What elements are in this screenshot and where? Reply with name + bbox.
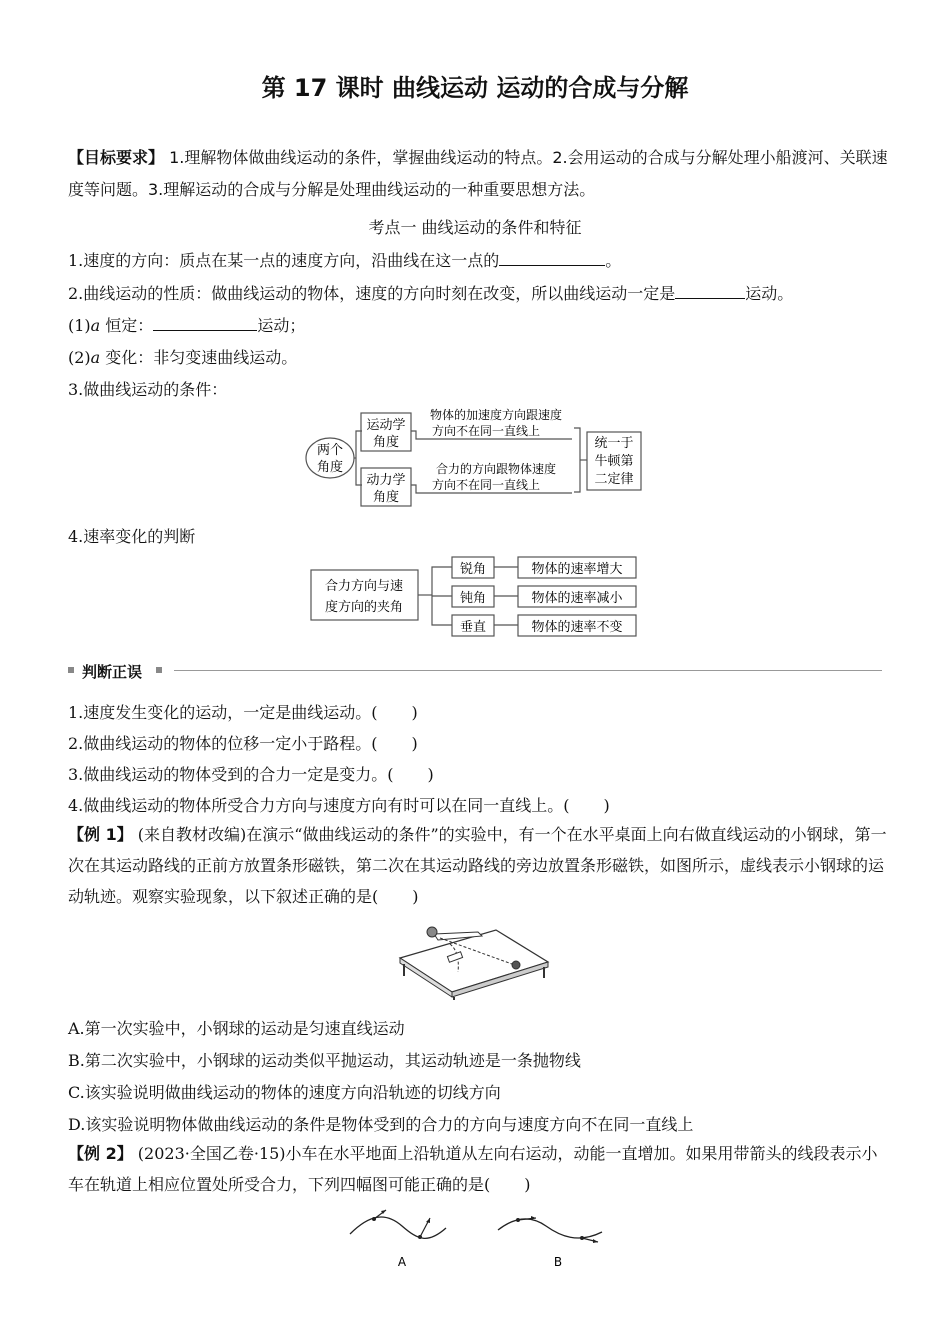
svg-text:锐角: 锐角 — [459, 562, 487, 577]
kinematics-desc: 物体的加速度方向跟速度 — [429, 408, 563, 422]
objectives-text: 1.理解物体做曲线运动的条件，掌握曲线运动的特点。2.会用运动的合成与分解处理小船渡河、关联速度等问题。3.理解运动的合成与分解是处理曲线运动的一种重要思想方法。 — [68, 148, 888, 199]
divider — [174, 670, 882, 671]
example-1-option-d[interactable]: D.该实验说明物体做曲线运动的条件是物体受到的合力的方向与速度方向不在同一直线上 — [68, 1115, 694, 1134]
svg-text:角度: 角度 — [372, 490, 400, 505]
square-bullet-icon — [68, 667, 74, 673]
figure-b[interactable] — [498, 1216, 602, 1269]
item-constant-a: (1)a 恒定： 运动； — [68, 316, 306, 335]
fill-blank[interactable] — [675, 284, 745, 299]
svg-text:合力方向与速: 合力方向与速 — [324, 579, 404, 594]
square-bullet-icon — [156, 667, 162, 673]
example-1: 【例 1】 (来自教材改编)在演示“做曲线运动的条件”的实验中，有一个在水平桌面上向右做直线运动的小钢球，第一次在其运动路线的正前方放置条形磁铁，第二次在其运动路线的旁边放置条形磁铁，如图所示，虚线表示小钢球的运动轨迹。观察实验现象，以下叙述正确的是( ) — [68, 825, 887, 906]
svg-text:两个: 两个 — [316, 443, 344, 458]
magnet-end-icon — [512, 961, 520, 969]
item-varying-a: (2)a 变化：非匀变速曲线运动。 — [68, 348, 298, 367]
example-2-tag: 【例 2】 — [68, 1144, 133, 1163]
svg-text:度方向的夹角: 度方向的夹角 — [324, 600, 404, 615]
svg-text:钝角: 钝角 — [459, 591, 487, 606]
svg-text:动力学: 动力学 — [366, 473, 406, 488]
example-2: 【例 2】 (2023·全国乙卷·15)小车在水平地面上沿轨道从左向右运动，动能一直增加。如果用带箭头的线段表示小车在轨道上相应位置处所受合力，下列四幅图可能正确的是( ) — [68, 1144, 878, 1194]
svg-text:物体的速率不变: 物体的速率不变 — [531, 620, 623, 635]
figure-b-label: B — [553, 1255, 563, 1269]
example-1-tag: 【例 1】 — [68, 825, 133, 844]
judge-q1: 1.速度发生变化的运动，一定是曲线运动。( ) — [68, 703, 418, 722]
svg-text:方向不在同一直线上: 方向不在同一直线上 — [431, 424, 541, 438]
objectives — [68, 142, 898, 206]
judge-q3: 3.做曲线运动的物体受到的合力一定是变力。( ) — [68, 765, 434, 784]
item-curve-nature: 2.曲线运动的性质：做曲线运动的物体，速度的方向时刻在改变，所以曲线运动一定是 运动。 — [68, 284, 794, 303]
fill-blank[interactable] — [499, 251, 605, 266]
conditions-diagram — [300, 402, 650, 514]
dynamics-desc: 合力的方向跟物体速度 — [435, 462, 557, 476]
figure-a[interactable] — [350, 1210, 446, 1269]
svg-text:物体的速率减小: 物体的速率减小 — [531, 591, 623, 606]
objectives-tag: 【目标要求】 — [68, 148, 165, 167]
judge-q4: 4.做曲线运动的物体所受合力方向与速度方向有时可以在同一直线上。( ) — [68, 796, 610, 815]
item-speed-change: 4.速率变化的判断 — [68, 527, 196, 546]
track-force-figures — [346, 1204, 616, 1274]
item-velocity-direction: 1.速度的方向：质点在某一点的速度方向，沿曲线在这一点的 。 — [68, 251, 622, 270]
svg-text:角度: 角度 — [372, 435, 400, 450]
figure-a-label: A — [397, 1255, 407, 1269]
svg-text:物体的速率增大: 物体的速率增大 — [531, 562, 623, 577]
judge-label: 判断正误 — [82, 663, 143, 681]
page-title: 第 17 课时 曲线运动 运动的合成与分解 — [261, 74, 689, 102]
example-1-option-c[interactable]: C.该实验说明做曲线运动的物体的速度方向沿轨迹的切线方向 — [68, 1083, 501, 1102]
judge-section-header — [68, 661, 882, 681]
svg-text:运动学: 运动学 — [366, 418, 406, 433]
svg-text:牛顿第: 牛顿第 — [594, 454, 634, 469]
item-conditions: 3.做曲线运动的条件： — [68, 380, 228, 399]
svg-text:方向不在同一直线上: 方向不在同一直线上 — [431, 478, 541, 492]
svg-text:二定律: 二定律 — [594, 472, 634, 487]
svg-text:角度: 角度 — [316, 460, 344, 475]
section-heading-1: 考点一 曲线运动的条件和特征 — [368, 218, 582, 237]
speed-change-diagram — [310, 552, 642, 640]
judge-q2: 2.做曲线运动的物体的位移一定小于路程。( ) — [68, 734, 418, 753]
svg-text:统一于: 统一于 — [594, 436, 634, 451]
ball-icon — [427, 927, 437, 937]
example-1-option-b[interactable]: B.第二次实验中，小钢球的运动类似平抛运动，其运动轨迹是一条抛物线 — [68, 1051, 581, 1070]
example-1-option-a[interactable]: A.第一次实验中，小钢球的运动是匀速直线运动 — [68, 1019, 405, 1038]
fill-blank[interactable] — [153, 316, 257, 331]
svg-text:垂直: 垂直 — [459, 620, 487, 635]
magnet-experiment-figure — [394, 918, 554, 1002]
